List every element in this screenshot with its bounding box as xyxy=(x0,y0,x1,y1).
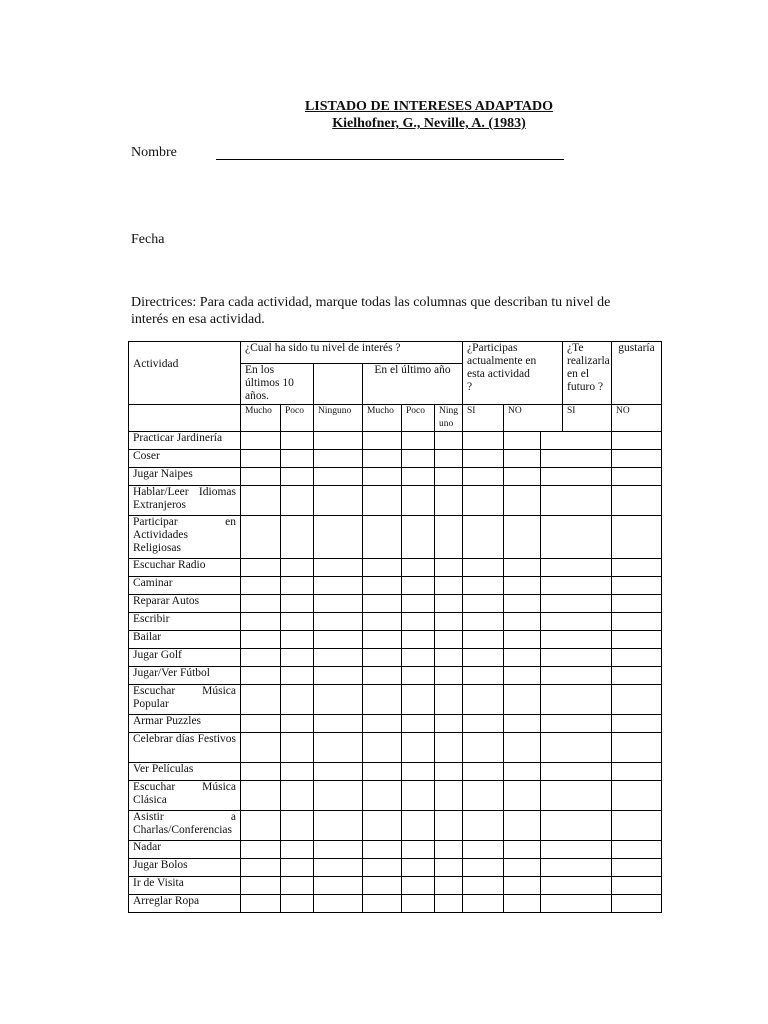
checkbox-cell[interactable] xyxy=(435,781,463,811)
checkbox-cell[interactable] xyxy=(612,733,662,763)
checkbox-cell[interactable] xyxy=(314,733,363,763)
checkbox-cell[interactable] xyxy=(314,877,363,895)
checkbox-cell[interactable] xyxy=(402,667,435,685)
checkbox-cell[interactable] xyxy=(281,685,314,715)
header-future-te: ¿Te xyxy=(567,342,584,354)
checkbox-cell[interactable] xyxy=(241,667,281,685)
checkbox-cell[interactable] xyxy=(504,559,541,577)
checkbox-cell[interactable] xyxy=(241,841,281,859)
activity-label: Nadar xyxy=(129,841,241,859)
checkbox-cell[interactable] xyxy=(363,733,402,763)
checkbox-cell[interactable] xyxy=(281,577,314,595)
checkbox-cell[interactable] xyxy=(435,667,463,685)
checkbox-cell[interactable] xyxy=(281,595,314,613)
activity-label: Armar Puzzles xyxy=(129,715,241,733)
checkbox-cell[interactable] xyxy=(504,432,541,450)
checkbox-cell[interactable] xyxy=(612,877,662,895)
checkbox-cell[interactable] xyxy=(281,559,314,577)
checkbox-cell[interactable] xyxy=(402,733,435,763)
table-row xyxy=(129,486,662,516)
checkbox-cell[interactable] xyxy=(241,895,281,913)
checkbox-cell[interactable] xyxy=(314,667,363,685)
checkbox-cell[interactable] xyxy=(281,516,314,559)
checkbox-cell[interactable] xyxy=(463,715,504,733)
checkbox-cell[interactable] xyxy=(241,450,281,468)
checkbox-cell[interactable] xyxy=(435,486,463,516)
sub-poco-2: Poco xyxy=(402,405,435,432)
checkbox-cell[interactable] xyxy=(435,811,463,841)
checkbox-cell[interactable] xyxy=(612,649,662,667)
checkbox-cell[interactable] xyxy=(612,667,662,685)
checkbox-cell[interactable] xyxy=(314,595,363,613)
checkbox-cell[interactable] xyxy=(612,811,662,841)
activity-label: Reparar Autos xyxy=(129,595,241,613)
checkbox-cell[interactable] xyxy=(612,450,662,468)
checkbox-cell[interactable] xyxy=(504,877,541,895)
table-row xyxy=(129,859,662,877)
checkbox-cell[interactable] xyxy=(612,781,662,811)
checkbox-cell[interactable] xyxy=(314,631,363,649)
checkbox-cell[interactable] xyxy=(241,763,281,781)
activity-label: Caminar xyxy=(129,577,241,595)
sub-poco-1: Poco xyxy=(281,405,314,432)
checkbox-cell[interactable] xyxy=(612,841,662,859)
checkbox-cell[interactable] xyxy=(363,895,402,913)
checkbox-cell[interactable] xyxy=(363,516,402,559)
table-row xyxy=(129,841,662,859)
checkbox-cell[interactable] xyxy=(541,577,612,595)
checkbox-cell[interactable] xyxy=(435,877,463,895)
checkbox-cell[interactable] xyxy=(402,486,435,516)
interest-table-body xyxy=(129,342,662,913)
checkbox-cell[interactable] xyxy=(541,516,612,559)
checkbox-cell[interactable] xyxy=(314,895,363,913)
checkbox-cell[interactable] xyxy=(463,763,504,781)
checkbox-cell[interactable] xyxy=(463,685,504,715)
checkbox-cell[interactable] xyxy=(241,559,281,577)
table-row xyxy=(129,649,662,667)
checkbox-cell[interactable] xyxy=(463,595,504,613)
checkbox-cell[interactable] xyxy=(281,763,314,781)
checkbox-cell[interactable] xyxy=(541,631,612,649)
document-title: LISTADO DE INTERESES ADAPTADO xyxy=(304,99,554,114)
activity-label: Participar en Actividades Religiosas xyxy=(129,516,241,559)
activity-label: Jugar Golf xyxy=(129,649,241,667)
checkbox-cell[interactable] xyxy=(463,577,504,595)
table-row xyxy=(129,877,662,895)
checkbox-cell[interactable] xyxy=(281,781,314,811)
checkbox-cell[interactable] xyxy=(241,577,281,595)
sub-mucho-1: Mucho xyxy=(241,405,281,432)
activity-label: Escuchar Música Clásica xyxy=(129,781,241,811)
checkbox-cell[interactable] xyxy=(435,733,463,763)
checkbox-cell[interactable] xyxy=(504,667,541,685)
checkbox-cell[interactable] xyxy=(402,763,435,781)
checkbox-cell[interactable] xyxy=(363,468,402,486)
activity-label: Ir de Visita xyxy=(129,877,241,895)
checkbox-cell[interactable] xyxy=(504,577,541,595)
table-row xyxy=(129,559,662,577)
checkbox-cell[interactable] xyxy=(612,631,662,649)
table-row xyxy=(129,468,662,486)
checkbox-cell[interactable] xyxy=(363,613,402,631)
checkbox-cell[interactable] xyxy=(541,841,612,859)
checkbox-cell[interactable] xyxy=(363,631,402,649)
checkbox-cell[interactable] xyxy=(435,516,463,559)
checkbox-cell[interactable] xyxy=(541,733,612,763)
activity-label: Escribir xyxy=(129,613,241,631)
sub-ninguno-1: Ninguno xyxy=(314,405,363,432)
checkbox-cell[interactable] xyxy=(612,432,662,450)
checkbox-cell[interactable] xyxy=(363,811,402,841)
checkbox-cell[interactable] xyxy=(504,859,541,877)
checkbox-cell[interactable] xyxy=(463,432,504,450)
activity-label: Ver Películas xyxy=(129,763,241,781)
sub-mucho-2: Mucho xyxy=(363,405,402,432)
checkbox-cell[interactable] xyxy=(541,859,612,877)
activity-label: Escuchar Música Popular xyxy=(129,685,241,715)
checkbox-cell[interactable] xyxy=(314,468,363,486)
checkbox-cell[interactable] xyxy=(612,595,662,613)
interest-table xyxy=(128,341,662,913)
checkbox-cell[interactable] xyxy=(402,516,435,559)
checkbox-cell[interactable] xyxy=(463,649,504,667)
header-future-b: gustaría xyxy=(612,342,662,405)
checkbox-cell[interactable] xyxy=(435,763,463,781)
checkbox-cell[interactable] xyxy=(541,877,612,895)
checkbox-cell[interactable] xyxy=(612,895,662,913)
checkbox-cell[interactable] xyxy=(314,613,363,631)
checkbox-cell[interactable] xyxy=(504,733,541,763)
checkbox-cell[interactable] xyxy=(463,516,504,559)
checkbox-cell[interactable] xyxy=(402,859,435,877)
date-label: Fecha xyxy=(131,232,165,247)
checkbox-cell[interactable] xyxy=(435,432,463,450)
activity-label: Practicar Jardinería xyxy=(129,432,241,450)
checkbox-cell[interactable] xyxy=(541,450,612,468)
checkbox-cell[interactable] xyxy=(363,450,402,468)
checkbox-cell[interactable] xyxy=(402,877,435,895)
checkbox-cell[interactable] xyxy=(612,859,662,877)
checkbox-cell[interactable] xyxy=(281,649,314,667)
header-activity: Actividad xyxy=(129,342,241,405)
checkbox-cell[interactable] xyxy=(504,613,541,631)
activity-label: Jugar Naipes xyxy=(129,468,241,486)
checkbox-cell[interactable] xyxy=(363,559,402,577)
checkbox-cell[interactable] xyxy=(463,468,504,486)
table-row xyxy=(129,763,662,781)
checkbox-cell[interactable] xyxy=(435,685,463,715)
checkbox-cell[interactable] xyxy=(402,715,435,733)
activity-label: Jugar Bolos xyxy=(129,859,241,877)
checkbox-cell[interactable] xyxy=(504,715,541,733)
sub-ninguno-2: Ning uno xyxy=(435,405,463,432)
checkbox-cell[interactable] xyxy=(541,781,612,811)
checkbox-cell[interactable] xyxy=(363,667,402,685)
checkbox-cell[interactable] xyxy=(504,516,541,559)
checkbox-cell[interactable] xyxy=(314,559,363,577)
checkbox-cell[interactable] xyxy=(541,649,612,667)
checkbox-cell[interactable] xyxy=(314,811,363,841)
checkbox-cell[interactable] xyxy=(281,859,314,877)
checkbox-cell[interactable] xyxy=(402,811,435,841)
table-row xyxy=(129,733,662,763)
checkbox-cell[interactable] xyxy=(463,486,504,516)
checkbox-cell[interactable] xyxy=(241,859,281,877)
activity-label: Jugar/Ver Fútbol xyxy=(129,667,241,685)
checkbox-cell[interactable] xyxy=(541,613,612,631)
checkbox-cell[interactable] xyxy=(435,613,463,631)
checkbox-cell[interactable] xyxy=(504,781,541,811)
checkbox-cell[interactable] xyxy=(314,577,363,595)
header-future-a xyxy=(563,342,612,405)
checkbox-cell[interactable] xyxy=(504,486,541,516)
header-last-year: En el último año xyxy=(363,364,463,405)
checkbox-cell[interactable] xyxy=(241,631,281,649)
activity-label: Coser xyxy=(129,450,241,468)
checkbox-cell[interactable] xyxy=(363,859,402,877)
checkbox-cell[interactable] xyxy=(541,468,612,486)
sub-si-2: SI xyxy=(563,405,612,432)
checkbox-cell[interactable] xyxy=(541,486,612,516)
header-future-rest: realizarla en el futuro ? xyxy=(567,355,610,393)
checkbox-cell[interactable] xyxy=(281,631,314,649)
checkbox-cell[interactable] xyxy=(314,649,363,667)
checkbox-cell[interactable] xyxy=(612,715,662,733)
table-row xyxy=(129,432,662,450)
sub-no-1: NO xyxy=(504,405,563,432)
document-title-block xyxy=(0,98,768,132)
checkbox-cell[interactable] xyxy=(314,516,363,559)
table-row xyxy=(129,613,662,631)
checkbox-cell[interactable] xyxy=(314,781,363,811)
name-label: Nombre xyxy=(131,145,177,160)
checkbox-cell[interactable] xyxy=(241,685,281,715)
checkbox-cell[interactable] xyxy=(504,841,541,859)
checkbox-cell[interactable] xyxy=(241,649,281,667)
checkbox-cell[interactable] xyxy=(541,432,612,450)
checkbox-cell[interactable] xyxy=(363,877,402,895)
checkbox-cell[interactable] xyxy=(504,468,541,486)
directions-text: Directrices: Para cada actividad, marque todas las columnas que describan tu nivel de interés en esa actividad. xyxy=(131,295,611,327)
checkbox-cell[interactable] xyxy=(504,895,541,913)
activity-label: Escuchar Radio xyxy=(129,559,241,577)
checkbox-cell[interactable] xyxy=(402,613,435,631)
checkbox-cell[interactable] xyxy=(402,468,435,486)
checkbox-cell[interactable] xyxy=(281,811,314,841)
checkbox-cell[interactable] xyxy=(463,450,504,468)
checkbox-cell[interactable] xyxy=(314,432,363,450)
checkbox-cell[interactable] xyxy=(363,577,402,595)
checkbox-cell[interactable] xyxy=(612,516,662,559)
checkbox-cell[interactable] xyxy=(241,468,281,486)
checkbox-cell[interactable] xyxy=(402,895,435,913)
checkbox-cell[interactable] xyxy=(463,877,504,895)
checkbox-cell[interactable] xyxy=(314,859,363,877)
table-row xyxy=(129,577,662,595)
sub-no-2: NO xyxy=(612,405,662,432)
checkbox-cell[interactable] xyxy=(541,667,612,685)
checkbox-cell[interactable] xyxy=(363,685,402,715)
table-row xyxy=(129,516,662,559)
table-row xyxy=(129,781,662,811)
checkbox-cell[interactable] xyxy=(363,715,402,733)
checkbox-cell[interactable] xyxy=(541,685,612,715)
checkbox-cell[interactable] xyxy=(402,432,435,450)
checkbox-cell[interactable] xyxy=(314,450,363,468)
checkbox-cell[interactable] xyxy=(612,685,662,715)
checkbox-cell[interactable] xyxy=(402,631,435,649)
checkbox-cell[interactable] xyxy=(363,486,402,516)
activity-label: Bailar xyxy=(129,631,241,649)
table-row xyxy=(129,811,662,841)
table-row xyxy=(129,685,662,715)
table-row xyxy=(129,667,662,685)
checkbox-cell[interactable] xyxy=(435,450,463,468)
checkbox-cell[interactable] xyxy=(314,841,363,859)
checkbox-cell[interactable] xyxy=(463,841,504,859)
checkbox-cell[interactable] xyxy=(241,781,281,811)
checkbox-cell[interactable] xyxy=(463,733,504,763)
checkbox-cell[interactable] xyxy=(402,649,435,667)
checkbox-cell[interactable] xyxy=(541,895,612,913)
checkbox-cell[interactable] xyxy=(612,763,662,781)
name-input-line[interactable] xyxy=(216,159,564,160)
checkbox-cell[interactable] xyxy=(541,763,612,781)
checkbox-cell[interactable] xyxy=(612,486,662,516)
checkbox-cell[interactable] xyxy=(241,486,281,516)
checkbox-cell[interactable] xyxy=(402,577,435,595)
checkbox-cell[interactable] xyxy=(541,811,612,841)
checkbox-cell[interactable] xyxy=(363,649,402,667)
checkbox-cell[interactable] xyxy=(281,877,314,895)
checkbox-cell[interactable] xyxy=(541,559,612,577)
checkbox-cell[interactable] xyxy=(402,685,435,715)
checkbox-cell[interactable] xyxy=(281,613,314,631)
header-last-10-years: En los últimos 10 años. xyxy=(241,364,314,405)
checkbox-cell[interactable] xyxy=(281,733,314,763)
checkbox-cell[interactable] xyxy=(281,895,314,913)
checkbox-cell[interactable] xyxy=(281,450,314,468)
checkbox-cell[interactable] xyxy=(612,613,662,631)
checkbox-cell[interactable] xyxy=(314,715,363,733)
checkbox-cell[interactable] xyxy=(281,841,314,859)
checkbox-cell[interactable] xyxy=(281,715,314,733)
activity-label: Arreglar Ropa xyxy=(129,895,241,913)
checkbox-cell[interactable] xyxy=(402,841,435,859)
checkbox-cell[interactable] xyxy=(241,613,281,631)
checkbox-cell[interactable] xyxy=(435,595,463,613)
checkbox-cell[interactable] xyxy=(281,667,314,685)
activity-label: Asistir a Charlas/Conferencias xyxy=(129,811,241,841)
checkbox-cell[interactable] xyxy=(504,649,541,667)
checkbox-cell[interactable] xyxy=(612,559,662,577)
checkbox-cell[interactable] xyxy=(241,733,281,763)
checkbox-cell[interactable] xyxy=(363,841,402,859)
checkbox-cell[interactable] xyxy=(435,577,463,595)
header-interest-level: ¿Cual ha sido tu nivel de interés ? xyxy=(241,342,463,364)
checkbox-cell[interactable] xyxy=(463,613,504,631)
activity-label: Hablar/Leer Idiomas Extranjeros xyxy=(129,486,241,516)
checkbox-cell[interactable] xyxy=(541,595,612,613)
checkbox-cell[interactable] xyxy=(463,811,504,841)
checkbox-cell[interactable] xyxy=(435,559,463,577)
table-row xyxy=(129,715,662,733)
checkbox-cell[interactable] xyxy=(504,631,541,649)
checkbox-cell[interactable] xyxy=(363,763,402,781)
checkbox-cell[interactable] xyxy=(435,649,463,667)
checkbox-cell[interactable] xyxy=(612,577,662,595)
checkbox-cell[interactable] xyxy=(463,631,504,649)
checkbox-cell[interactable] xyxy=(314,685,363,715)
checkbox-cell[interactable] xyxy=(402,595,435,613)
checkbox-cell[interactable] xyxy=(281,486,314,516)
checkbox-cell[interactable] xyxy=(504,763,541,781)
table-row xyxy=(129,450,662,468)
table-row xyxy=(129,631,662,649)
checkbox-cell[interactable] xyxy=(504,685,541,715)
table-row xyxy=(129,595,662,613)
checkbox-cell[interactable] xyxy=(241,595,281,613)
checkbox-cell[interactable] xyxy=(402,450,435,468)
checkbox-cell[interactable] xyxy=(504,595,541,613)
checkbox-cell[interactable] xyxy=(402,559,435,577)
checkbox-cell[interactable] xyxy=(463,895,504,913)
activity-label: Celebrar días Festivos xyxy=(129,733,241,763)
checkbox-cell[interactable] xyxy=(281,468,314,486)
checkbox-cell[interactable] xyxy=(363,595,402,613)
sub-si-1: SI xyxy=(463,405,504,432)
checkbox-cell[interactable] xyxy=(463,781,504,811)
header-participate: ¿Participas actualmente en esta actividad ? xyxy=(463,342,541,405)
checkbox-cell[interactable] xyxy=(435,468,463,486)
checkbox-cell[interactable] xyxy=(504,450,541,468)
checkbox-cell[interactable] xyxy=(463,667,504,685)
checkbox-cell[interactable] xyxy=(363,432,402,450)
checkbox-cell[interactable] xyxy=(314,486,363,516)
checkbox-cell[interactable] xyxy=(314,763,363,781)
checkbox-cell[interactable] xyxy=(435,715,463,733)
checkbox-cell[interactable] xyxy=(463,559,504,577)
checkbox-cell[interactable] xyxy=(541,715,612,733)
checkbox-cell[interactable] xyxy=(435,859,463,877)
checkbox-cell[interactable] xyxy=(241,715,281,733)
checkbox-cell[interactable] xyxy=(463,859,504,877)
checkbox-cell[interactable] xyxy=(241,432,281,450)
checkbox-cell[interactable] xyxy=(435,631,463,649)
table-row xyxy=(129,895,662,913)
checkbox-cell[interactable] xyxy=(504,811,541,841)
checkbox-cell[interactable] xyxy=(241,516,281,559)
checkbox-cell[interactable] xyxy=(241,811,281,841)
checkbox-cell[interactable] xyxy=(435,841,463,859)
checkbox-cell[interactable] xyxy=(402,781,435,811)
checkbox-cell[interactable] xyxy=(363,781,402,811)
checkbox-cell[interactable] xyxy=(281,432,314,450)
document-subtitle: Kielhofner, G., Neville, A. (1983) xyxy=(332,116,526,131)
checkbox-cell[interactable] xyxy=(612,468,662,486)
checkbox-cell[interactable] xyxy=(435,895,463,913)
checkbox-cell[interactable] xyxy=(241,877,281,895)
